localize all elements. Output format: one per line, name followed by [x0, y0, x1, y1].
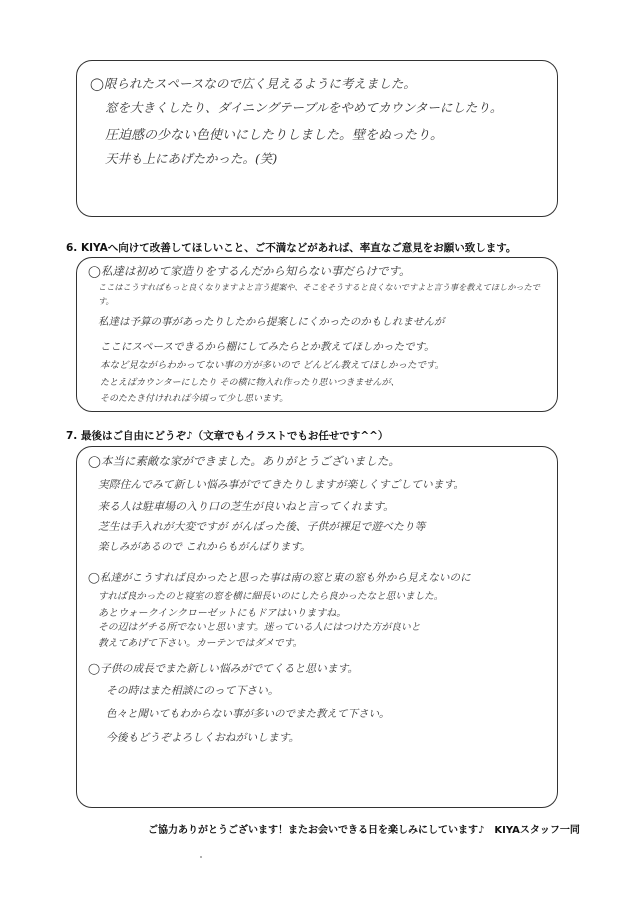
question-7 — [66, 428, 388, 443]
answer-5-line-1: ◯限られたスペースなので広く見えるように考えました。 — [90, 76, 416, 91]
footer-thanks: ご協力ありがとうございます！またお会いできる日を楽しみにしています♪ KIYAスタッフ一同 — [148, 825, 580, 836]
question-7-text: 最後はご自由にどうぞ♪（文章でもイラストでもお任せです^^） — [80, 430, 389, 442]
answer-6-line-1: ◯私達は初めて家造りをするんだから知らない事だらけです。 — [88, 264, 411, 278]
answer-5-line-4: 天井も上にあげたかった。(笑) — [105, 151, 278, 166]
question-6-number: 6. — [66, 242, 78, 254]
answer-5-line-3: 圧迫感の少ない色使いにしたりしました。壁をぬったり。 — [105, 128, 444, 143]
answer-7-line-9: その辺はゲチる所でないと思います。迷っている人にはつけた方が良いと — [98, 622, 421, 633]
answer-7-line-14: 今後もどうぞよろしくおねがいします。 — [106, 731, 300, 744]
question-6 — [66, 240, 516, 255]
answer-5-line-2: 窓を大きくしたり、ダイニングテーブルをやめてカウンターにしたり。 — [105, 100, 503, 115]
answer-7-line-6: ◯私達がこうすれば良かったと思った事は南の窓と東の窓も外から見えないのに — [88, 572, 471, 584]
answer-7-line-2: 実際住んでみて新しい悩み事がでてきたりしますが楽しくすごしています。 — [98, 478, 465, 491]
answer-7-line-10: 教えてあげて下さい。カーテンではダメです。 — [98, 638, 303, 649]
answer-7-line-12: その時はまた相談にのって下さい。 — [106, 684, 279, 697]
answer-6-line-2: ここはこうすればもっと良くなりますよと言う提案や、そこをそうすると良くないですよと言う事を教えてほしかったです。 — [98, 282, 540, 306]
answer-6-line-3: 私達は予算の事があったりしたから提案しにくかったのかもしれませんが — [98, 316, 445, 328]
answer-7-line-7: すれば良かったのと寝室の窓を横に細長いのにしたら良かったなと思いました。 — [98, 591, 444, 602]
answer-7-line-1: ◯本当に素敵な家ができました。ありがとうございました。 — [88, 454, 400, 468]
stray-dot — [200, 856, 202, 858]
answer-7-line-3: 来る人は駐車場の入り口の芝生が良いねと言ってくれます。 — [98, 500, 395, 513]
answer-7-line-13: 色々と聞いてもわからない事が多いのでまた教えて下さい。 — [106, 708, 390, 720]
question-6-text: KIYAへ向けて改善してほしいこと、ご不満などがあれば、率直なご意見をお願い致します。 — [80, 242, 517, 254]
answer-7-line-11: ◯子供の成長でまた新しい悩みがでてくると思います。 — [88, 662, 359, 675]
answer-7-line-8: あとウォークインクローゼットにもドアはいりますね。 — [98, 608, 347, 619]
answer-6-line-7: そのたたき付けれれば今頃って少し思います。 — [100, 394, 289, 404]
answer-7-line-4: 芝生は手入れが大変ですが がんばった後、子供が裸足で遊べたり等 — [98, 520, 426, 533]
answer-6-line-4: ここにスペースできるから棚にしてみたらとか教えてほしかったです。 — [100, 341, 435, 353]
answer-6-line-5: 本など見ながらわかってない事の方が多いので どんどん教えてほしかったです。 — [100, 360, 445, 371]
question-7-number: 7. — [66, 430, 78, 442]
answer-6-line-6: たとえばカウンターにしたり その横に物入れ作ったり思いつきませんが、 — [100, 378, 400, 388]
answer-7-line-5: 楽しみがあるので これからもがんばります。 — [98, 541, 311, 553]
